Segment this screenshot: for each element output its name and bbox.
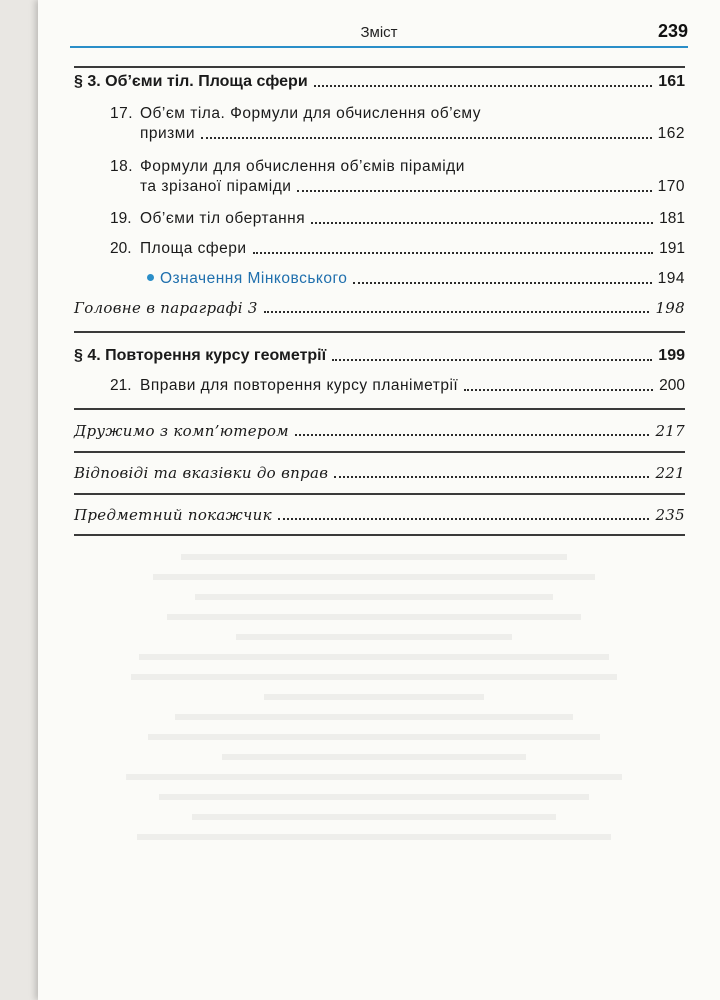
toc-entry-label: Відповіді та вказівки до вправ [74, 464, 329, 482]
toc-entry-page: 217 [655, 422, 685, 440]
book-page [38, 0, 720, 1000]
toc-index[interactable] [74, 505, 685, 525]
dot-leader [353, 282, 651, 284]
toc-entry-page: 181 [659, 210, 685, 227]
toc-entry-page: 200 [659, 377, 685, 394]
toc-item-17[interactable] [74, 104, 685, 144]
toc-entry-label: Предметний покажчик [74, 506, 272, 524]
dot-leader [334, 476, 649, 478]
toc-subitem-minkowski[interactable] [74, 269, 685, 289]
toc-entry-label-cont: призми [140, 125, 196, 142]
dot-leader [314, 85, 653, 87]
toc-entry-page: 199 [658, 347, 685, 364]
bullet-icon [147, 274, 154, 281]
toc-item-number: 19. [110, 210, 132, 227]
toc-item-21[interactable] [74, 376, 685, 396]
toc-section-4[interactable] [74, 346, 685, 366]
toc-entry-page: 198 [655, 299, 685, 317]
section-divider [74, 534, 685, 536]
toc-entry-label-cont: та зрізаної піраміди [140, 178, 292, 195]
section-divider [74, 451, 685, 453]
toc-entry-page: 235 [655, 506, 685, 524]
section-divider [74, 493, 685, 495]
section-divider [74, 331, 685, 333]
dot-leader [264, 311, 650, 313]
dot-leader [278, 518, 650, 520]
header-rule [70, 46, 688, 48]
toc-entry-label: Формули для обчислення об’ємів піраміди [140, 158, 465, 175]
toc-item-number: 20. [110, 240, 132, 257]
toc-entry-page: 170 [657, 178, 685, 195]
dot-leader [332, 359, 652, 361]
dot-leader [253, 252, 654, 254]
toc-entry-label: § 3. Об’єми тіл. Площа сфери [74, 73, 308, 90]
table-of-contents [74, 66, 685, 536]
toc-entry-label: Об’єм тіла. Формули для обчислення об’єму [140, 105, 482, 122]
section-divider [74, 66, 685, 68]
header-title: Зміст [360, 24, 398, 41]
toc-entry-label: Дружимо з комп’ютером [74, 422, 289, 440]
toc-item-19[interactable] [74, 209, 685, 229]
bleed-through-texture [98, 540, 650, 960]
toc-entry-label: Означення Мінковського [160, 270, 348, 287]
toc-entry-page: 221 [655, 464, 685, 482]
dot-leader [295, 434, 650, 436]
toc-entry-label: § 4. Повторення курсу геометрії [74, 347, 327, 364]
dot-leader [297, 190, 651, 192]
toc-section-3[interactable] [74, 72, 685, 92]
toc-entry-label: Об’єми тіл обертання [140, 210, 306, 227]
toc-entry-page: 194 [657, 270, 685, 287]
toc-entry-page: 191 [659, 240, 685, 257]
section-divider [74, 408, 685, 410]
toc-item-20[interactable] [74, 239, 685, 259]
dot-leader [311, 222, 653, 224]
dot-leader [464, 389, 653, 391]
toc-summary-3[interactable] [74, 298, 685, 318]
toc-item-number: 21. [110, 377, 132, 394]
toc-entry-page: 162 [657, 125, 685, 142]
toc-entry-label: Вправи для повторення курсу планіметрії [140, 377, 459, 394]
toc-item-18[interactable] [74, 157, 685, 197]
toc-item-number: 17. [110, 105, 134, 122]
page-header [70, 18, 688, 46]
toc-computer[interactable] [74, 421, 685, 441]
toc-entry-label: Головне в параграфі 3 [74, 299, 258, 317]
toc-entry-label: Площа сфери [140, 240, 247, 257]
page-number: 239 [657, 21, 688, 41]
toc-entry-page: 161 [658, 73, 685, 90]
dot-leader [201, 137, 652, 139]
toc-answers[interactable] [74, 463, 685, 483]
toc-item-number: 18. [110, 158, 134, 175]
